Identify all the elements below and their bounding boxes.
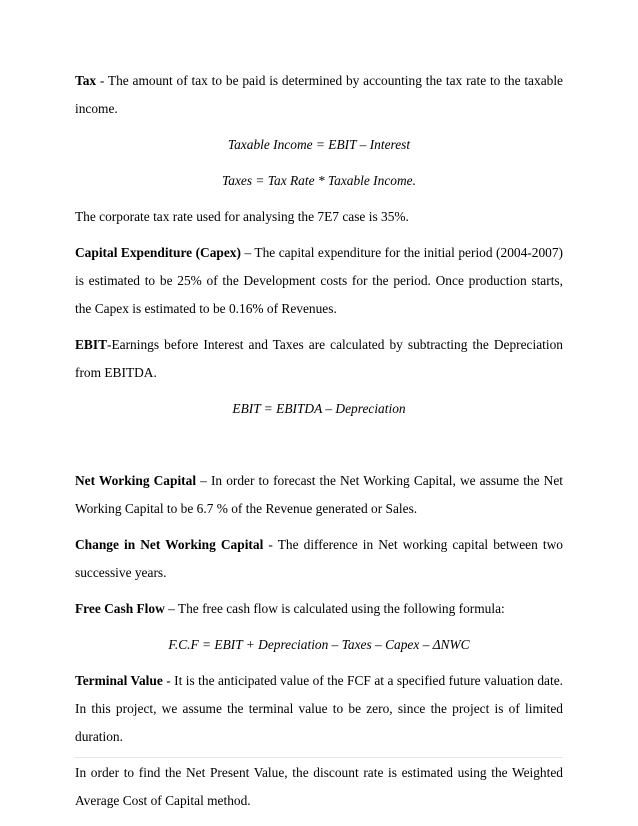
terminal-value-paragraph: [75, 667, 563, 751]
footer-divider: [75, 757, 563, 758]
npv-note: In order to find the Net Present Value, the discount rate is estimated using the Weighted Average Cost of Capital method.: [75, 765, 563, 808]
fcf-paragraph: [75, 595, 563, 623]
change-nwc-text: - The difference in Net working capital between two successive years.: [75, 537, 563, 580]
fcf-formula: F.C.F = EBIT + Depreciation – Taxes – Capex – ΔNWC: [168, 637, 470, 652]
capex-paragraph: [75, 239, 563, 323]
ebit-formula: EBIT = EBITDA – Depreciation: [232, 401, 406, 416]
capex-text: – The capital expenditure for the initial period (2004-2007) is estimated to be 25% of the Development costs for the period. Once production starts, the Capex is estimated to be 0.16% of Revenues.: [75, 245, 563, 316]
change-nwc-paragraph: [75, 531, 563, 587]
page-content: [75, 67, 563, 823]
taxes-formula: Taxes = Tax Rate * Taxable Income.: [222, 173, 416, 188]
nwc-text: – In order to forecast the Net Working Capital, we assume the Net Working Capital to be 6.7 % of the Revenue generated or Sales.: [75, 473, 563, 516]
change-nwc-term: Change in Net Working Capital: [75, 537, 264, 552]
terminal-value-term: Terminal Value: [75, 673, 163, 688]
tax-paragraph: [75, 67, 563, 123]
fcf-text: – The free cash flow is calculated using the following formula:: [164, 601, 505, 616]
terminal-value-text: - It is the anticipated value of the FCF at a specified future valuation date. In this project, we assume the terminal value to be zero, since the project is of limited duration.: [75, 673, 563, 744]
section-spacer: [75, 431, 563, 467]
nwc-term: Net Working Capital: [75, 473, 197, 488]
tax-term: Tax: [75, 73, 97, 88]
taxable-income-formula: Taxable Income = EBIT – Interest: [227, 137, 411, 152]
tax-rate-note: The corporate tax rate used for analysing the 7E7 case is 35%.: [75, 209, 409, 224]
fcf-term: Free Cash Flow: [75, 601, 165, 616]
ebit-term: EBIT: [75, 337, 108, 352]
capex-term: Capital Expenditure (Capex): [75, 245, 241, 260]
tax-text: - The amount of tax to be paid is determined by accounting the tax rate to the taxable income.: [75, 73, 563, 116]
nwc-paragraph: [75, 467, 563, 523]
ebit-paragraph: [75, 331, 563, 387]
ebit-text: -Earnings before Interest and Taxes are calculated by subtracting the Depreciation from EBITDA.: [75, 337, 563, 380]
